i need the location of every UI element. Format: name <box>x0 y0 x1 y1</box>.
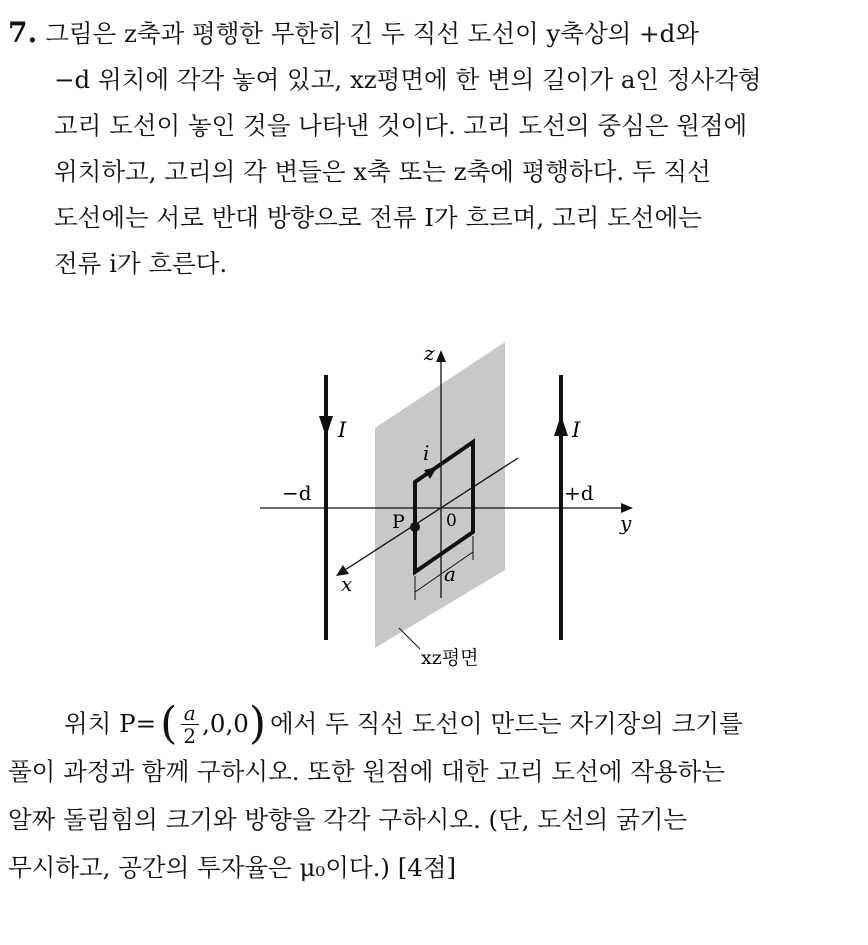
left-current-label: I <box>338 418 347 442</box>
point-p-label: P <box>392 511 405 533</box>
y-axis-label: y <box>620 511 632 535</box>
problem-line-2: −d 위치에 각각 놓여 있고, xz평면에 한 변의 길이가 a인 정사각형 <box>54 65 762 94</box>
question-line-2: 풀이 과정과 함께 구하시오. 또한 원점에 대한 고리 도선에 작용하는 <box>8 757 725 786</box>
loop-current-label: i <box>423 441 430 465</box>
question-line-1-rest: 에서 두 직선 도선이 만드는 자기장의 크기를 <box>270 709 743 738</box>
problem-statement <box>8 10 858 287</box>
right-current-label: I <box>572 418 581 442</box>
coords-rest: ,0,0 <box>202 709 249 738</box>
side-length-label: a <box>444 562 456 586</box>
figure-svg <box>250 335 640 680</box>
fraction-numerator: a <box>181 702 199 725</box>
fraction <box>180 702 199 747</box>
plane-label: xz평면 <box>421 647 479 669</box>
question-line-3: 알짜 돌림힘의 크기와 방향을 각각 구하시오. (단, 도선의 굵기는 <box>8 805 688 834</box>
point-eq-left: P= <box>119 709 157 738</box>
z-axis-arrow <box>436 350 446 362</box>
xz-plane <box>375 342 505 648</box>
right-current-arrow <box>554 415 568 436</box>
problem-line-6: 전류 i가 흐른다. <box>54 249 228 278</box>
z-axis-label: z <box>424 341 435 365</box>
problem-number: 7. <box>8 16 38 49</box>
point-p-marker <box>410 522 420 532</box>
question-prefix: 위치 <box>64 709 112 738</box>
problem-line-1: 7. 그림은 z축과 평행한 무한히 긴 두 직선 도선이 y축상의 +d와 <box>8 16 699 49</box>
point-coordinates: ( $\frac{a}{2}$ ,0,0 ) <box>160 698 266 749</box>
pos-d-label: +d <box>564 481 594 505</box>
origin-label: 0 <box>446 511 457 531</box>
question-line-4: 무시하고, 공간의 투자율은 μ₀이다.) [4점] <box>8 853 457 882</box>
problem-line-5: 도선에는 서로 반대 방향으로 전류 I가 흐르며, 고리 도선에는 <box>54 203 702 232</box>
x-axis-label: x <box>341 572 353 596</box>
problem-line-4: 위치하고, 고리의 각 변들은 x축 또는 z축에 평행하다. 두 직선 <box>54 157 711 186</box>
fraction-denominator: 2 <box>183 723 197 748</box>
plane-leader-line <box>399 628 420 649</box>
question-line-1 <box>8 700 858 748</box>
figure <box>250 335 640 680</box>
left-current-arrow <box>319 416 333 437</box>
question <box>8 700 858 892</box>
neg-d-label: −d <box>282 481 312 505</box>
problem-line-3: 고리 도선이 놓인 것을 나타낸 것이다. 고리 도선의 중심은 원점에 <box>54 111 748 140</box>
